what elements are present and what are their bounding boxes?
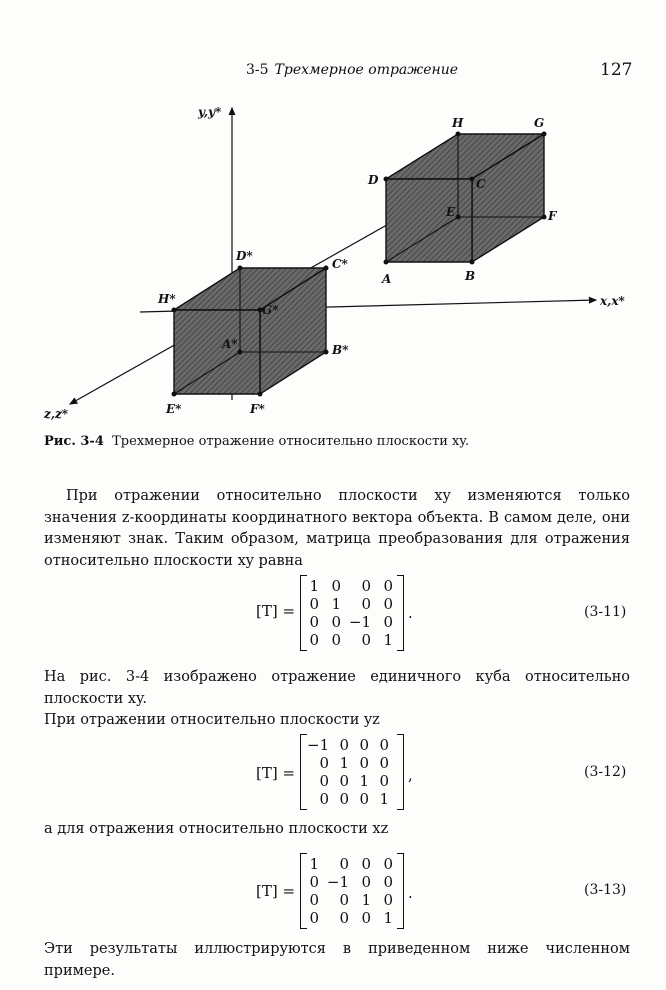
paragraph-1: При отражении относительно плоскости xy изменяются только значения z-координаты координатного вектора объекта. В самом деле, они изменяют знак. Таким образом, матрица преобразования для отражения относительно плоскости xy равна: [44, 488, 630, 569]
eq2-label: (3-12): [584, 764, 627, 780]
eq2-matrix: [300, 734, 404, 810]
matrix-row: 0 0 −1 0: [309, 613, 393, 631]
paragraph-3: а для отражения относительно плоскости xz: [44, 821, 389, 837]
matrix-row: 0 −1 0 0: [309, 873, 393, 891]
vertex-label: C*: [332, 257, 348, 271]
caption-text: Трехмерное отражение относительно плоскости xy.: [112, 434, 470, 449]
eq3-punct: .: [408, 884, 413, 902]
eq3-matrix: [300, 853, 404, 929]
eq3-lhs: [T] =: [256, 882, 296, 900]
matrix-row: 0 0 0 1: [309, 631, 393, 649]
figure-caption: [44, 434, 469, 449]
vertex-label: A: [382, 272, 392, 286]
paragraph-2-line-2: При отражении относительно плоскости yz: [44, 712, 380, 728]
z-axis-label: z,z*: [44, 407, 69, 421]
section-number: 3-5: [246, 62, 269, 78]
vertex-label: F*: [250, 402, 265, 416]
vertex-label: E*: [166, 402, 182, 416]
vertex-label: G: [534, 116, 545, 130]
page-number: 127: [600, 60, 633, 80]
paragraph-2-line-1: На рис. 3-4 изображено отражение единичного куба относительно плоскости xy.: [44, 669, 630, 707]
matrix-row: 1 0 0 0: [309, 855, 393, 873]
matrix-row: 0 0 0 1: [309, 909, 393, 927]
vertex-label: B: [465, 269, 476, 283]
paragraph-4: Эти результаты иллюстрируются в приведенном ниже численном примере.: [44, 941, 630, 979]
vertex-label: A*: [222, 337, 238, 351]
eq3-label: (3-13): [584, 882, 627, 898]
paragraph-2: [44, 667, 630, 732]
matrix-row: 1 0 0 0: [309, 577, 393, 595]
figure-3-4: [30, 90, 650, 430]
vertex-label: E: [446, 205, 456, 219]
y-axis-label: y,y*: [198, 105, 222, 119]
vertex-label: C: [476, 177, 486, 191]
vertex-label: F: [548, 209, 557, 223]
vertex-label: D: [368, 173, 379, 187]
eq1-label: (3-11): [584, 604, 627, 620]
matrix-row: 0 0 1 0: [319, 772, 389, 790]
reflected-cube: [172, 266, 329, 397]
vertex-label: G*: [262, 303, 279, 317]
matrix-row: 0 0 0 1: [319, 790, 389, 808]
matrix-row: 0 1 0 0: [309, 595, 393, 613]
section-title: Трехмерное отражение: [274, 62, 459, 78]
vertex-label: D*: [236, 249, 253, 263]
x-axis-label: x,x*: [600, 294, 625, 308]
vertex-label: H: [452, 116, 464, 130]
matrix-row: 0 0 1 0: [309, 891, 393, 909]
matrix-row: −1 0 0 0: [307, 736, 389, 754]
eq1-punct: .: [408, 604, 413, 622]
eq2-lhs: [T] =: [256, 764, 296, 782]
eq1-matrix: [300, 575, 404, 651]
matrix-row: 0 1 0 0: [319, 754, 389, 772]
vertex-label: H*: [158, 292, 176, 306]
eq1-lhs: [T] =: [256, 602, 296, 620]
original-cube: [384, 132, 547, 265]
eq2-punct: ,: [408, 766, 413, 784]
running-header: [246, 62, 458, 78]
caption-label: Рис. 3-4: [44, 434, 104, 449]
vertex-label: B*: [332, 343, 349, 357]
